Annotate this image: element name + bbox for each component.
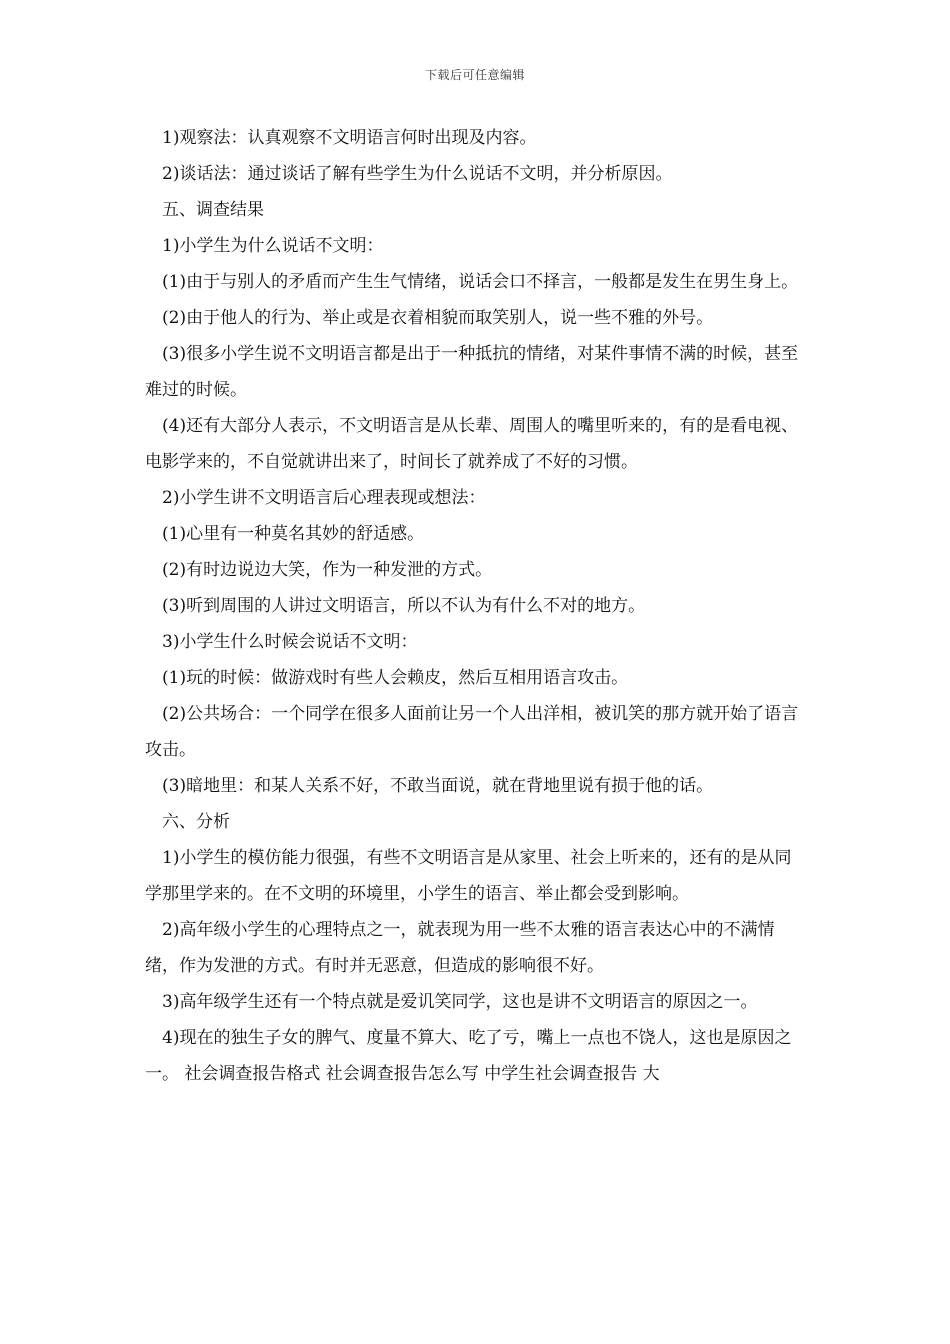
subheading-why-uncivil: 1)小学生为什么说话不文明： <box>162 236 384 256</box>
paragraph-psychology-2: (2)有时边说边大笑，作为一种发泄的方式。 <box>162 560 493 580</box>
paragraph-analysis-3: 3)高年级学生还有一个特点就是爱讥笑同学，这也是讲不文明语言的原因之一。 <box>162 992 758 1012</box>
paragraph-reason-2: (2)由于他人的行为、举止或是衣着相貌而取笑别人，说一些不雅的外号。 <box>162 308 714 328</box>
paragraph-when-2: (2)公共场合：一个同学在很多人面前让另一个人出洋相，被讥笑的那方就开始了语言攻击。 <box>145 704 799 760</box>
paragraph-analysis-2: 2)高年级小学生的心理特点之一，就表现为用一些不太雅的语言表达心中的不满情绪，作为发泄的方式。有时并无恶意，但造成的影响很不好。 <box>145 920 775 976</box>
page-header: 下载后可任意编辑 <box>424 68 525 82</box>
paragraph-analysis-1: 1)小学生的模仿能力很强，有些不文明语言是从家里、社会上听来的，还有的是从同学那里学来的。在不文明的环境里，小学生的语言、举止都会受到影响。 <box>145 848 792 904</box>
section-heading-results: 五、调查结果 <box>162 200 264 220</box>
section-heading-analysis: 六、分析 <box>162 812 230 832</box>
paragraph-method-interview: 2)谈话法：通过谈话了解有些学生为什么说话不文明，并分析原因。 <box>162 164 673 184</box>
subheading-psychology: 2)小学生讲不文明语言后心理表现或想法： <box>162 488 486 508</box>
paragraph-psychology-1: (1)心里有一种莫名其妙的舒适感。 <box>162 524 425 544</box>
document-body <box>145 120 805 1092</box>
paragraph-reason-4: (4)还有大部分人表示，不文明语言是从长辈、周围人的嘴里听来的，有的是看电视、电影学来的，不自觉就讲出来了，时间长了就养成了不好的习惯。 <box>145 416 799 472</box>
subheading-when: 3)小学生什么时候会说话不文明： <box>162 632 418 652</box>
paragraph-psychology-3: (3)听到周围的人讲过文明语言，所以不认为有什么不对的地方。 <box>162 596 646 616</box>
paragraph-method-observation: 1)观察法：认真观察不文明语言何时出现及内容。 <box>162 128 537 148</box>
paragraph-analysis-4: 4)现在的独生子女的脾气、度量不算大、吃了亏，嘴上一点也不饶人，这也是原因之一。 社会调查报告格式 社会调查报告怎么写 中学生社会调查报告 大 <box>145 1028 792 1084</box>
paragraph-when-3: (3)暗地里：和某人关系不好，不敢当面说，就在背地里说有损于他的话。 <box>162 776 714 796</box>
paragraph-reason-1: (1)由于与别人的矛盾而产生生气情绪，说话会口不择言，一般都是发生在男生身上。 <box>162 272 799 292</box>
paragraph-when-1: (1)玩的时候：做游戏时有些人会赖皮，然后互相用语言攻击。 <box>162 668 629 688</box>
paragraph-reason-3: (3)很多小学生说不文明语言都是出于一种抵抗的情绪，对某件事情不满的时候，甚至难过的时候。 <box>145 344 799 400</box>
